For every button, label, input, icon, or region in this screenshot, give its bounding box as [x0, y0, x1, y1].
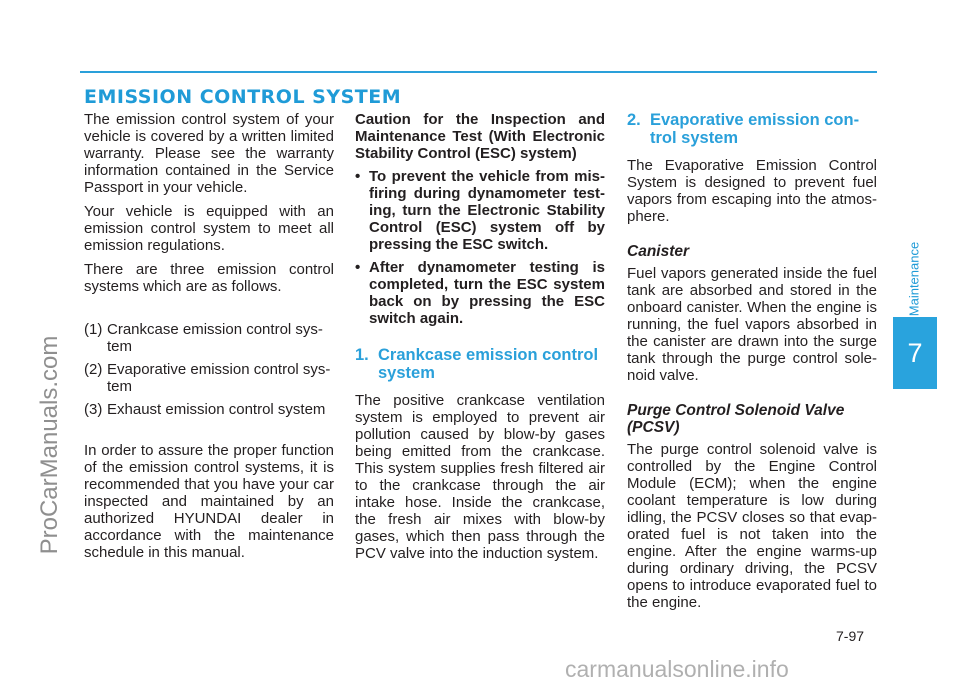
intro-paragraph: The emission control system of your vehicle is covered by a written limited warranty. Please see the warranty information contained in the Service Passport in your vehicle. [84, 111, 334, 196]
crankcase-heading: 1. Crankcase emission control system [355, 346, 599, 382]
evaporative-heading: 2. Evaporative emission con-trol system [627, 111, 860, 147]
crankcase-body: The positive crankcase ventilation system is employed to prevent air pollution caused by blow-by gases being emitted from the crankcase. This system supplies fresh filtered air to the crankcase through the air intake hose. Inside the crankcase, the fresh air mixes with blow-by gases, which then pass through the PCV valve into the induction system. [355, 392, 605, 562]
column-1 [84, 111, 334, 568]
canister-heading: Canister [627, 243, 690, 260]
header-rule [80, 71, 877, 73]
bullet-item: • After dynamometer testing is completed, turn the ESC system back on by pressing the ESC switch again. [355, 259, 605, 327]
maintenance-paragraph: In order to assure the proper function of the emission control systems, it is recommended that you have your car inspected and maintained by an authorized HYUNDAI dealer in accordance with the maintenance schedule in this manual. [84, 442, 334, 561]
bullet-icon: • [355, 259, 361, 276]
list-item: (2) Evaporative emission control sys-tem [84, 361, 331, 395]
bottom-watermark: carmanualsonline.info [565, 656, 789, 682]
evaporative-body: The Evaporative Emission Control System is designed to prevent fuel vapors from escaping into the atmos-phere. [627, 157, 877, 225]
systems-list [84, 321, 334, 418]
page-number: 7-97 [836, 628, 865, 644]
pcsv-heading: Purge Control Solenoid Valve (PCSV) [627, 402, 845, 436]
pcsv-body: The purge control solenoid valve is controlled by the Engine Control Module (ECM); when the engine coolant temperature is low during idling, the PCSV closes so that evap-orated fuel is not taken into the engine. After the engine warms-up during ordinary driving, the PCSV opens to introduce evaporated fuel to the engine. [627, 441, 877, 611]
systems-paragraph: There are three emission control systems which are as follows. [84, 261, 334, 295]
list-item: (1) Crankcase emission control sys-tem [84, 321, 323, 355]
column-3 [627, 111, 877, 618]
caution-title: Caution for the Inspection and Maintenance Test (With Electronic Stability Control (ESC) system) [355, 111, 605, 162]
chapter-tab: 7 [893, 317, 937, 389]
column-2 [355, 111, 605, 569]
caution-bullets [355, 168, 605, 327]
canister-body: Fuel vapors generated inside the fuel tank are absorbed and stored in the onboard canister. When the engine is running, the fuel vapors absorbed in the canister are drawn into the surge tank through the purge control sole-noid valve. [627, 265, 877, 384]
section-title: EMISSION CONTROL SYSTEM [84, 86, 402, 108]
bullet-icon: • [355, 168, 361, 185]
equipment-paragraph: Your vehicle is equipped with an emission control system to meet all emission regulations. [84, 203, 334, 254]
left-watermark: ProCarManuals.com [36, 335, 63, 555]
chapter-label: Maintenance [906, 241, 922, 317]
bullet-item: • To prevent the vehicle from mis-firing during dynamometer test-ing, turn the Electronic Stability Control (ESC) system off by pressing the ESC switch. [355, 168, 605, 253]
list-item: (3) Exhaust emission control system [84, 401, 326, 418]
